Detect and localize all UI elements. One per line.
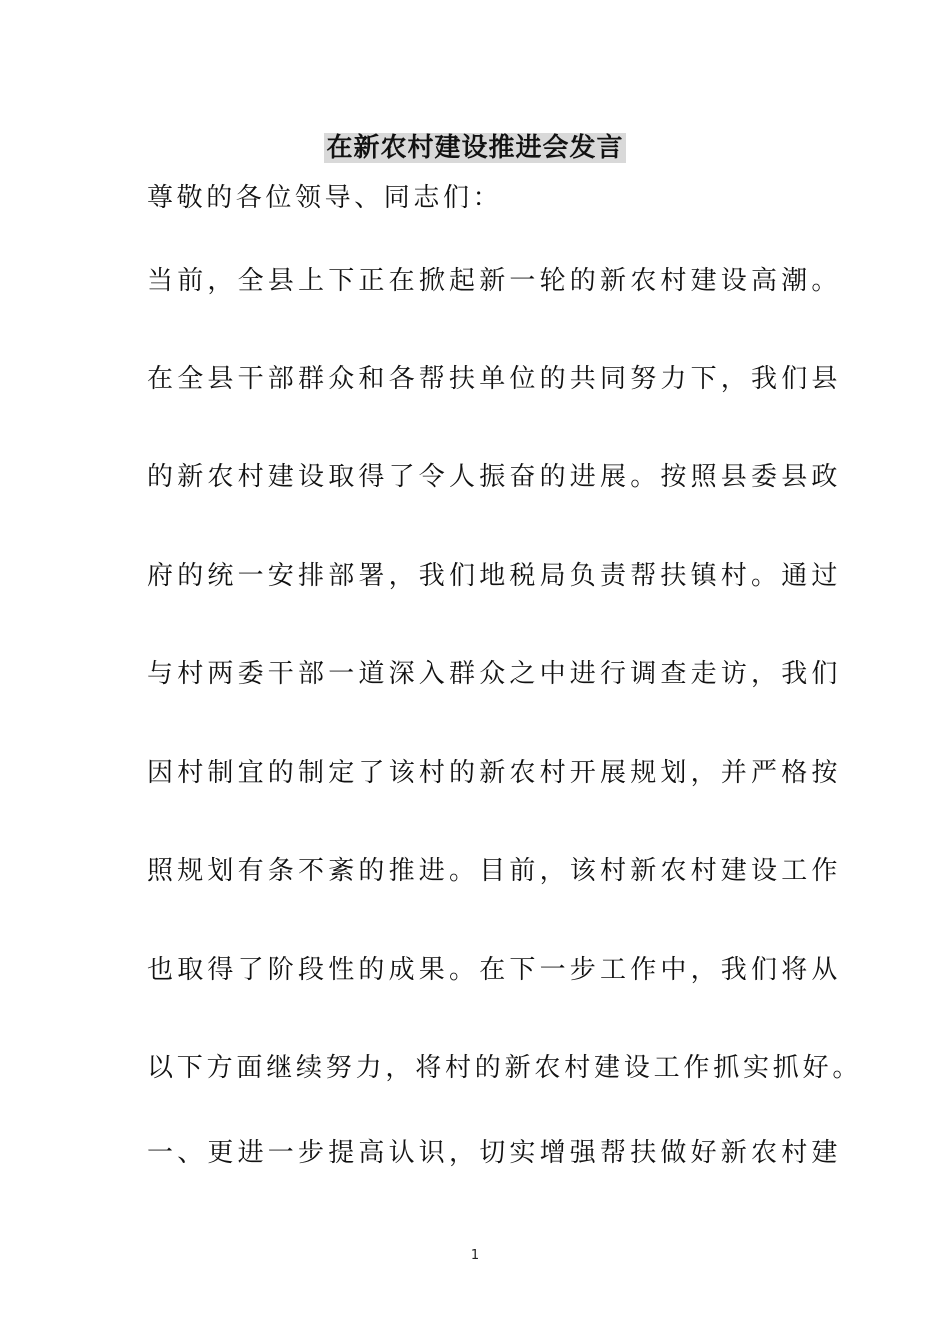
body-line-6: 因村制宜的制定了该村的新农村开展规划，并严格按 bbox=[147, 758, 842, 788]
body-line-1: 当前，全县上下正在掀起新一轮的新农村建设高潮。 bbox=[147, 266, 842, 296]
body-line-3: 的新农村建设取得了令人振奋的进展。按照县委县政 bbox=[147, 462, 842, 492]
body-line-4: 府的统一安排部署，我们地税局负责帮扶镇村。通过 bbox=[147, 561, 842, 591]
body-line-8: 也取得了阶段性的成果。在下一步工作中，我们将从 bbox=[147, 955, 842, 985]
body-line-7: 照规划有条不紊的推进。目前，该村新农村建设工作 bbox=[147, 856, 842, 886]
body-line-2: 在全县干部群众和各帮扶单位的共同努力下，我们县 bbox=[147, 364, 842, 394]
document-title bbox=[0, 128, 950, 168]
section-heading-1: 一、更进一步提高认识，切实增强帮扶做好新农村建 bbox=[147, 1138, 842, 1168]
body-line-9: 以下方面继续努力，将村的新农村建设工作抓实抓好。 bbox=[147, 1053, 863, 1083]
document-title-text: 在新农村建设推进会发言 bbox=[326, 133, 624, 163]
greeting-line: 尊敬的各位领导、同志们： bbox=[147, 183, 503, 213]
body-line-5: 与村两委干部一道深入群众之中进行调查走访，我们 bbox=[147, 659, 842, 689]
page-number: 1 bbox=[470, 1248, 480, 1263]
